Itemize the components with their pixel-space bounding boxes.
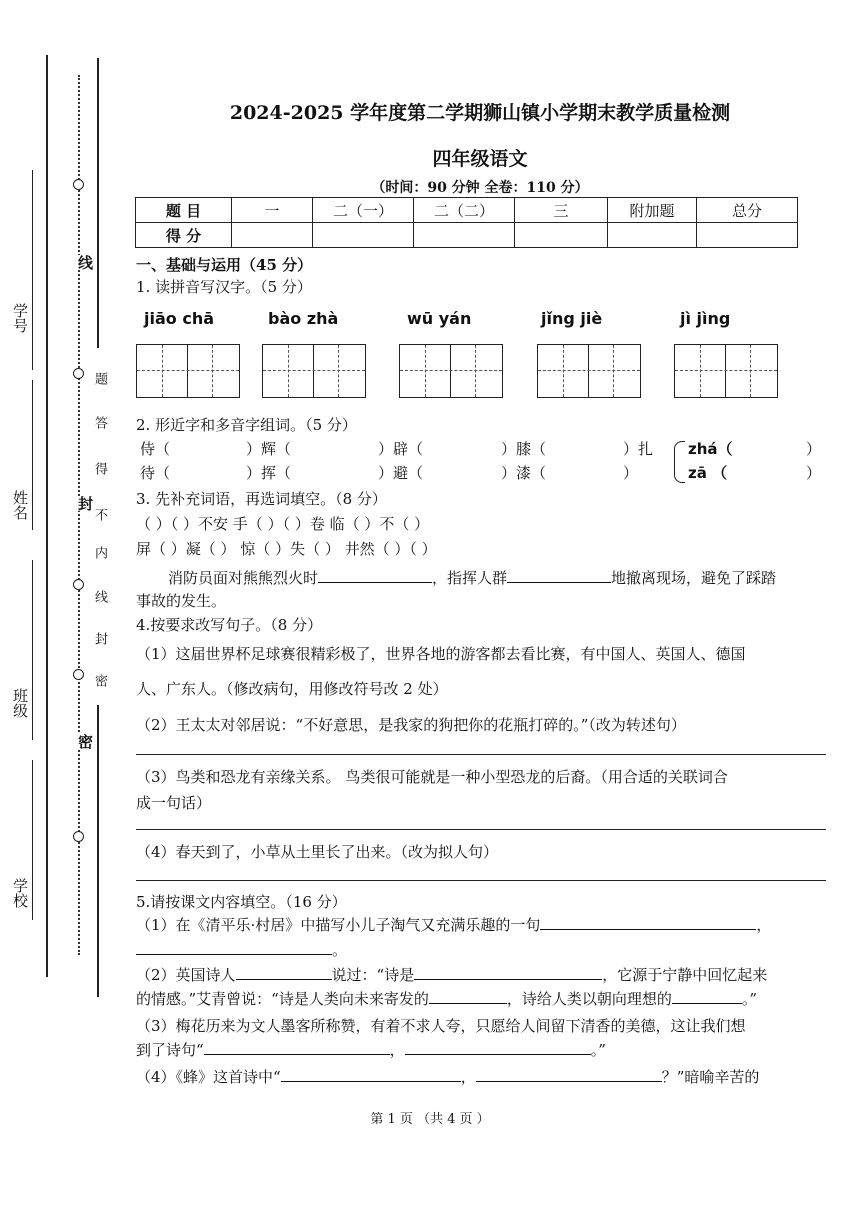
q3-fill-part: 地撤离现场，避免了踩踏 [611, 569, 777, 587]
q3-fill-sentence [136, 567, 776, 588]
seal-char-secret: 密 [76, 734, 94, 749]
margin-circle [73, 368, 84, 379]
zha-close: ） [806, 440, 822, 458]
q1-prompt: 1. 读拼音写汉字。（5 分） [136, 278, 312, 296]
q3-fill-part: ，指挥人群 [432, 569, 508, 587]
q5-text: 。 [332, 941, 348, 959]
margin-inner-line-lower [97, 705, 99, 997]
q5-text: （1）在《清平乐·村居》中描写小儿子淘气又充满乐趣的一句 [136, 916, 541, 934]
pinyin-5: jì jìng [680, 309, 731, 328]
q5-text: ， [389, 1041, 405, 1059]
margin-inner-line [97, 58, 99, 348]
q5-blank[interactable] [136, 939, 332, 955]
q5-blank[interactable] [476, 1066, 662, 1082]
q3-blank[interactable] [318, 567, 432, 583]
q5-p2 [136, 964, 767, 985]
score-cell[interactable] [608, 223, 697, 248]
page-footer: 第 1 页 （共 4 页 ） [370, 1112, 490, 1127]
margin-dotted-line [78, 75, 80, 955]
writing-grid[interactable] [537, 344, 641, 398]
margin-circle [73, 579, 84, 590]
score-header-cell: 二（一） [313, 198, 414, 223]
q5-text: （4）《蜂》这首诗中“ [136, 1068, 281, 1086]
q4-prompt: 4.按要求改写句子。（8 分） [136, 616, 323, 634]
student-id-line [32, 170, 33, 370]
score-header-cell: 一 [232, 198, 313, 223]
q2-word: ）挥（ [246, 464, 292, 482]
q2-prompt: 2. 形近字和多音字组词。（5 分） [136, 416, 357, 434]
za-close: ） [806, 464, 822, 482]
q5-text: （2）英国诗人 [136, 966, 236, 984]
writing-grid[interactable] [136, 344, 240, 398]
margin-circle [73, 831, 84, 842]
q5-blank[interactable] [281, 1066, 461, 1082]
q5-text: 的情感。”艾青曾说：“诗是人类向未来寄发的 [136, 990, 429, 1008]
q2-word: ）膝（ [501, 440, 547, 458]
q5-p4 [136, 1066, 759, 1087]
q5-p3: （3）梅花历来为文人墨客所称赞，有着不求人夸，只愿给人间留下清香的美德，这让我们想 [136, 1017, 746, 1035]
pinyin-3: wū yán [407, 309, 472, 328]
q5-blank[interactable] [204, 1039, 390, 1055]
q2-word: ）扎 [623, 440, 654, 458]
score-header-cell: 三 [515, 198, 608, 223]
score-table-score-row [136, 223, 798, 248]
exam-title: 2024-2025 学年度第二学期狮山镇小学期末教学质量检测 [229, 102, 731, 124]
pinyin-2: bào zhà [268, 309, 339, 328]
q5-blank[interactable] [672, 988, 742, 1004]
section1-title: 一、基础与运用（45 分） [136, 256, 313, 274]
q5-p2-cont [136, 988, 757, 1009]
student-id-label: 学号 [11, 303, 29, 333]
brace-icon [674, 441, 685, 483]
writing-grid[interactable] [674, 344, 778, 398]
q5-blank[interactable] [236, 964, 332, 980]
name-line [32, 380, 33, 530]
margin-circle [73, 179, 84, 190]
answer-line[interactable] [136, 754, 826, 755]
q5-blank[interactable] [414, 964, 602, 980]
q3-prompt: 3. 先补充词语，再选词填空。（8 分） [136, 490, 387, 508]
q2-word: ） [623, 464, 639, 482]
q5-text: ， [756, 916, 772, 934]
q5-text: ，诗给人类以朝向理想的 [506, 990, 672, 1008]
score-table [135, 197, 798, 248]
q2-word: ）避（ [378, 464, 424, 482]
q4-s1b: 人、广东人。（修改病句，用修改符号改 2 处） [136, 680, 448, 698]
margin-circle [73, 669, 84, 680]
score-cell[interactable] [414, 223, 515, 248]
class-label: 班级 [11, 688, 29, 718]
answer-line[interactable] [136, 880, 826, 881]
q3-fill-sentence-end: 事故的发生。 [136, 592, 227, 610]
q5-p3-cont [136, 1039, 606, 1060]
q2-word: 侍（ [140, 440, 171, 458]
zha-pinyin: zhá（ [688, 440, 733, 458]
q5-p1 [136, 914, 771, 935]
warning-char: 题 [92, 372, 107, 385]
warning-char: 线 [92, 590, 107, 603]
writing-grid[interactable] [262, 344, 366, 398]
warning-char: 答 [92, 416, 107, 429]
warning-char: 不 [92, 508, 107, 521]
q5-blank[interactable] [405, 1039, 591, 1055]
q5-p1b [136, 939, 347, 960]
warning-char: 得 [92, 462, 107, 475]
score-cell[interactable] [697, 223, 798, 248]
score-cell[interactable] [313, 223, 414, 248]
q4-s4: （4）春天到了，小草从土里长了出来。（改为拟人句） [136, 843, 499, 861]
score-cell[interactable] [232, 223, 313, 248]
q3-blank[interactable] [507, 567, 611, 583]
school-label: 学校 [11, 878, 29, 908]
warning-char: 密 [92, 674, 107, 687]
score-header-cell: 二（二） [414, 198, 515, 223]
pinyin-4: jǐng jiè [541, 309, 603, 328]
q5-text: 说过：“诗是 [331, 966, 415, 984]
exam-subject: 四年级语文 [432, 148, 528, 170]
class-line [32, 560, 33, 740]
writing-grid[interactable] [399, 344, 503, 398]
q5-blank[interactable] [540, 914, 756, 930]
q2-word: ）漆（ [501, 464, 547, 482]
q5-blank[interactable] [429, 988, 507, 1004]
q5-text: ，它源于宁静中回忆起来 [602, 966, 768, 984]
q5-text: ？”暗喻辛苦的 [661, 1068, 760, 1086]
school-line [32, 760, 33, 920]
q5-text: 到了诗句“ [136, 1041, 204, 1059]
score-table-header-row [136, 198, 798, 223]
q4-s1a: （1）这届世界杯足球赛很精彩极了，世界各地的游客都去看比赛，有中国人、英国人、德国 [136, 645, 746, 663]
score-header-cell: 题 目 [136, 198, 232, 223]
q2-word: 待（ [140, 464, 171, 482]
q4-s2: （2）王太太对邻居说：“不好意思，是我家的狗把你的花瓶打碎的。”（改为转述句） [136, 716, 686, 734]
q5-text: ， [460, 1068, 476, 1086]
q5-prompt: 5.请按课文内容填空。（16 分） [136, 893, 347, 911]
score-cell[interactable] [515, 223, 608, 248]
q3-fill-part: 消防员面对熊熊烈火时 [168, 569, 319, 587]
warning-char: 内 [92, 546, 107, 559]
q4-s3b: 成一句话） [136, 794, 212, 812]
q3-words-row2: 屏（ ）凝（ ） 惊（ ）失（ ） 井然（ ）（ ） [136, 540, 437, 558]
score-header-cell: 总分 [697, 198, 798, 223]
q3-words-row1: （ ）（ ）不安 手（ ）（ ）卷 临（ ）不（ ） [136, 515, 430, 533]
score-header-cell: 附加题 [608, 198, 697, 223]
q2-word: ）辟（ [378, 440, 424, 458]
warning-char: 封 [92, 632, 107, 645]
margin-outer-line [46, 55, 48, 977]
seal-char-seal: 封 [76, 496, 94, 511]
za-pinyin: zā （ [688, 464, 728, 482]
name-label: 姓名 [11, 490, 29, 520]
q4-s3a: （3）鸟类和恐龙有亲缘关系。 鸟类很可能就是一种小型恐龙的后裔。（用合适的关联词合 [136, 768, 728, 786]
exam-meta: （时间：90 分钟 全卷：110 分） [371, 180, 589, 196]
q2-word: ）辉（ [246, 440, 292, 458]
q5-text: 。” [741, 990, 758, 1008]
seal-char-line: 线 [76, 255, 94, 270]
score-row-label: 得 分 [136, 223, 232, 248]
q5-text: 。” [590, 1041, 606, 1059]
answer-line[interactable] [136, 829, 826, 830]
pinyin-1: jiāo chā [144, 309, 214, 328]
